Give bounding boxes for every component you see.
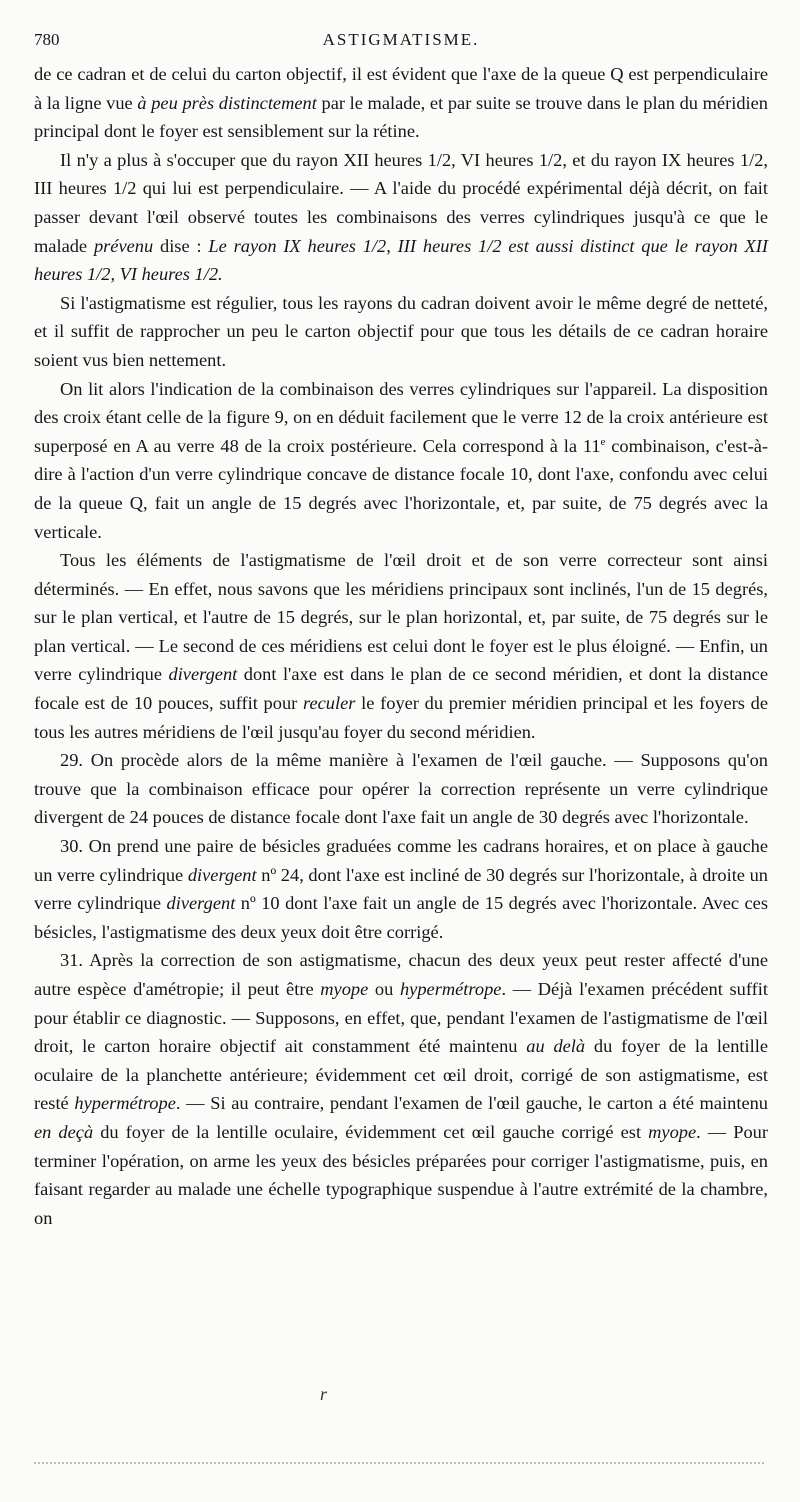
paragraph (34, 60, 768, 146)
paragraph (34, 289, 768, 375)
text-run: dise : (153, 235, 209, 256)
text-run: . — Déjà l'examen précédent suffit pour établir ce diagnostic. — Supposons, en effet, que, pendant l'examen de l'astigmatisme de l'œil droit, le carton horaire objectif ait constamment été maintenu (34, 979, 768, 1057)
italic-text: prévenu (93, 235, 154, 256)
text-run: 31. Après la correction de son astigmatisme, chacun des deux yeux peut rester affecté d'une autre espèce d'amétropie; il peut être (34, 950, 768, 999)
italic-text: hypermétrope (74, 1093, 176, 1114)
paragraph (34, 746, 768, 832)
text-run: par le malade, et par suite se trouve dans le plan du méridien principal dont le foyer est sensiblement sur la rétine. (34, 92, 768, 142)
text-run: dont l'axe est dans le plan de ce second méridien, et dont la distance focale est de 10 pouces, suffit pour (34, 664, 768, 714)
text-run: . — Pour terminer l'opération, on arme les yeux des bésicles préparées pour corriger l'astigmatisme, puis, en faisant regarder au malade une échelle typographique suspendue à l'autre extrémité de la chambre, on (34, 1121, 768, 1228)
text-run: Tous les éléments de l'astigmatisme de l'œil droit et de son verre correcteur sont ainsi déterminés. — En effet, nous savons que les méridiens principaux sont inclinés, l'un de 15 degrés, sur le plan vertical, et l'autre de 15 degrés, sur le plan horizontal, et, par suite, de 75 degrés sur le plan vertical. — Le second de ces méridiens est celui dont le foyer est le plus éloigné. — Enfin, un verre cylindrique (34, 550, 768, 685)
superscript-text: e (600, 435, 606, 448)
italic-text: myope (648, 1121, 697, 1142)
paragraph (34, 375, 768, 547)
italic-text: myope (320, 979, 369, 999)
paragraph (34, 146, 768, 289)
running-header (34, 30, 768, 56)
running-title: ASTIGMATISME. (322, 30, 480, 49)
text-run: combinaison, c'est-à-dire à l'action d'un verre cylindrique concave de distance focale 10, dont l'axe, confondu avec celui de la queue Q, fait un angle de 15 degrés avec l'horizontale, et, par suite, de 75 degrés avec la verticale. (34, 435, 768, 542)
text-run: du foyer de la lentille oculaire de la planchette antérieure; évidemment cet œil droit, corrigé de son astigmatisme, est resté (34, 1036, 768, 1114)
text-run: Il n'y a plus à s'occuper que du rayon XII heures 1/2, VI heures 1/2, et du rayon IX heures 1/2, III heures 1/2 qui lui est perpendiculaire. — A l'aide du procédé expérimental déjà décrit, on fait passer devant l'œil observé toutes les combinaisons des verres cylindriques jusqu'à ce que le malade (34, 149, 768, 256)
paragraph (34, 546, 768, 746)
text-run: Si l'astigmatisme est régulier, tous les rayons du cadran doivent avoir le même degré de netteté, et il suffit de rapprocher un peu le carton objectif pour que tous les détails de ce cadran horaire soient vus bien nettement. (34, 292, 768, 370)
italic-text: divergent (168, 664, 238, 685)
text-run: . — Si au contraire, pendant l'examen de l'œil gauche, le carton a été maintenu (175, 1093, 768, 1114)
italic-text: Le rayon IX heures 1/2, III heures 1/2 est aussi distinct que le rayon XII heures 1/2, VI heures 1/2. (34, 235, 768, 285)
italic-text: à peu près distinctement (137, 92, 317, 113)
italic-text: divergent (187, 864, 257, 885)
text-run: 29. On procède alors de la même manière à l'examen de l'œil gauche. — Supposons qu'on trouve que la combinaison efficace pour opérer la correction représente un verre cylindrique divergent de 24 pouces de distance focale dont l'axe fait un angle de 30 degrés avec l'horizontale. (34, 750, 768, 828)
page-number: 780 (34, 30, 60, 49)
text-run: de ce cadran et de celui du carton objectif, il est évident que l'axe de la queue Q est perpendiculaire à la ligne vue (34, 64, 768, 113)
italic-text: divergent (166, 893, 236, 914)
body-text (34, 60, 768, 1232)
italic-text: en deçà (34, 1121, 94, 1142)
text-run: 30. On prend une paire de bésicles graduées comme les cadrans horaires, et on place à gauche un verre cylindrique (34, 836, 768, 885)
text-run: nº 24, dont l'axe est incliné de 30 degrés sur l'horizontale, à droite un verre cylindrique (34, 864, 768, 914)
text-run: ou (368, 979, 400, 999)
text-run: nº 10 dont l'axe fait un angle de 15 degrés avec l'horizontale. Avec ces bésicles, l'astigmatisme des deux yeux doit être corrigé. (34, 893, 768, 942)
text-run: On lit alors l'indication de la combinaison des verres cylindriques sur l'appareil. La disposition des croix étant celle de la figure 9, on en déduit facilement que le verre 12 de la croix antérieure est superposé en A au verre 48 de la croix postérieure. Cela correspond à la 11 (34, 378, 768, 456)
text-run: du foyer de la lentille oculaire, évidemment cet œil gauche corrigé est (93, 1121, 649, 1142)
text-run: le foyer du premier méridien principal et les foyers de tous les autres méridiens de l'œil jusqu'au foyer du second méridien. (34, 693, 768, 742)
italic-text: hypermétrope (399, 979, 502, 999)
italic-text: reculer (302, 693, 356, 714)
bottom-rule (34, 1462, 764, 1464)
paragraph (34, 946, 768, 1232)
stray-print-mark: r (320, 1384, 328, 1404)
italic-text: au delà (526, 1036, 586, 1057)
paragraph (34, 832, 768, 946)
